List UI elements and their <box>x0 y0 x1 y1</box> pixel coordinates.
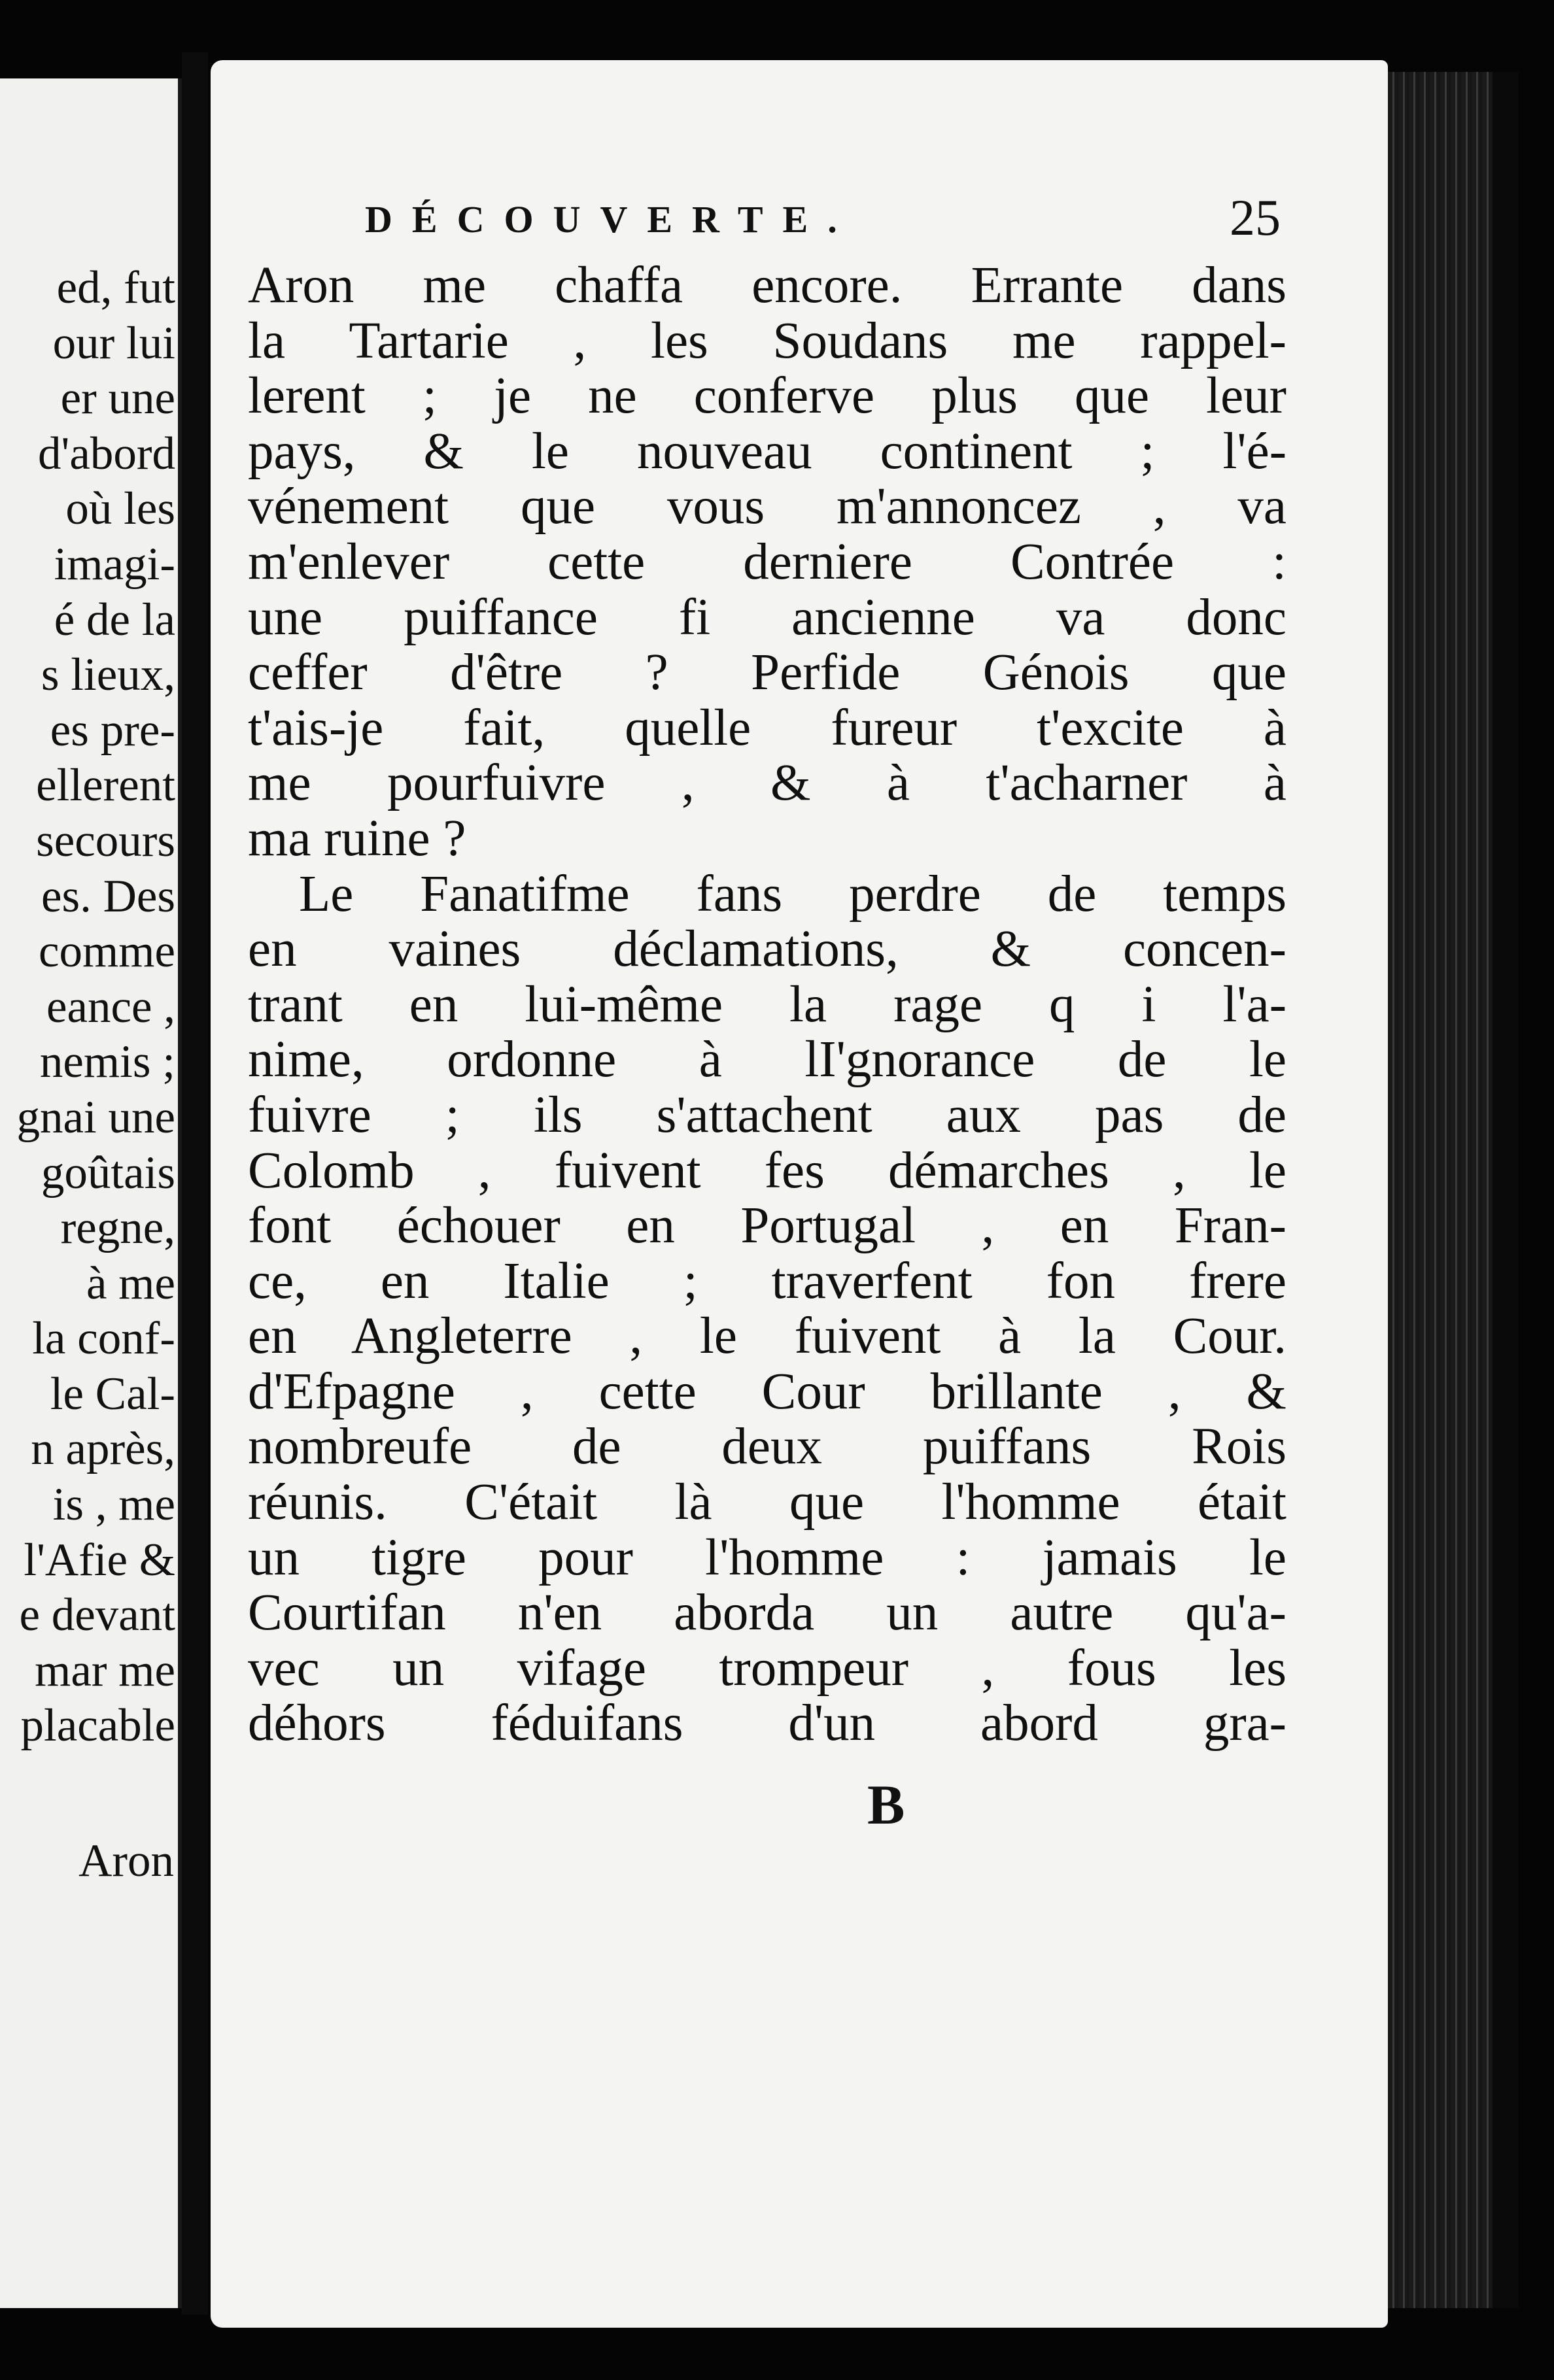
facing-page-line: ed, fut <box>56 262 175 313</box>
text-line: en vaines déclamations, & concen- <box>248 921 1286 978</box>
text-line: réunis. C'était là que l'homme était <box>248 1474 1286 1531</box>
facing-page-text <box>16 260 175 1754</box>
facing-page-line: à me <box>86 1257 175 1309</box>
text-line: t'ais-je fait, quelle fureur t'excite à <box>248 699 1286 756</box>
text-line: lerent ; je ne conferve plus que leur <box>248 367 1286 425</box>
facing-page-line: eance , <box>46 981 175 1032</box>
facing-page-line: la conf- <box>32 1313 175 1365</box>
text-line: Le Fanatifme fans perdre de temps <box>299 865 1286 923</box>
book-page <box>211 60 1388 2328</box>
book-gutter <box>182 52 208 2315</box>
text-line: d'Efpagne , cette Cour brillante , & <box>248 1363 1286 1420</box>
text-line: Colomb , fuivent fes démarches , le <box>248 1142 1286 1199</box>
facing-page-line: es. Des <box>41 870 175 922</box>
text-line: nime, ordonne à lI'gnorance de le <box>248 1031 1286 1089</box>
text-line: m'enlever cette derniere Contrée : <box>248 533 1286 590</box>
text-line: font échouer en Portugal , en Fran- <box>248 1197 1286 1255</box>
facing-page-line: ellerent <box>36 760 175 811</box>
text-line: vénement que vous m'annoncez , va <box>248 478 1286 536</box>
facing-page-line: comme <box>39 926 175 978</box>
text-line: vec un vifage trompeur , fous les <box>248 1639 1286 1697</box>
text-line: ma ruine ? <box>248 809 466 867</box>
text-line: pays, & le nouveau continent ; l'é- <box>248 422 1286 480</box>
text-line: ce, en Italie ; traverfent fon frere <box>248 1252 1286 1310</box>
page-edges <box>1388 72 1512 2308</box>
facing-page-line: s lieux, <box>41 649 175 701</box>
text-line: Aron me chaffa encore. Errante dans <box>248 257 1286 314</box>
running-head-title: DÉCOUVERTE. <box>365 198 857 241</box>
facing-page-line: regne, <box>60 1202 175 1254</box>
text-line: fuivre ; ils s'attachent aux pas de <box>248 1086 1286 1144</box>
text-line: me pourfuivre , & à t'acharner à <box>248 755 1286 812</box>
facing-page-line: gnai une <box>16 1091 175 1143</box>
facing-page-line: placable <box>20 1700 175 1752</box>
body-text <box>248 258 1286 1752</box>
facing-page-line: imagi- <box>54 538 175 590</box>
facing-page-line: d'abord <box>38 428 175 479</box>
facing-page-line: er une <box>60 373 175 424</box>
facing-page-line: secours <box>36 815 175 866</box>
facing-page-line: é de la <box>54 594 175 645</box>
text-line: déhors féduifans d'un abord gra- <box>248 1695 1286 1752</box>
facing-page-line: es pre- <box>50 704 175 756</box>
facing-page-line: is , me <box>52 1479 175 1531</box>
signature-mark: B <box>867 1773 905 1836</box>
facing-page-line: e devant <box>19 1590 175 1641</box>
facing-page-left <box>0 78 182 2308</box>
text-line: Courtifan n'en aborda un autre qu'a- <box>248 1584 1286 1642</box>
text-line: en Angleterre , le fuivent à la Cour. <box>248 1308 1286 1365</box>
text-line: la Tartarie , les Soudans me rappel- <box>248 312 1286 369</box>
facing-page-catchword: Aron <box>78 1835 174 1886</box>
text-line: ceffer d'être ? Perfide Génois que <box>248 644 1286 702</box>
facing-page-line: n après, <box>31 1423 175 1475</box>
facing-page-line: le Cal- <box>50 1368 175 1420</box>
text-line: nombreufe de deux puiffans Rois <box>248 1418 1286 1476</box>
text-line: un tigre pour l'homme : jamais le <box>248 1529 1286 1586</box>
page-number: 25 <box>1230 189 1281 246</box>
facing-page-line: our lui <box>52 317 175 369</box>
facing-page-line: mar me <box>35 1644 175 1696</box>
text-line: trant en lui-même la rage q i l'a- <box>248 976 1286 1033</box>
text-line: une puiffance fi ancienne va donc <box>248 588 1286 646</box>
facing-page-line: nemis ; <box>39 1036 175 1088</box>
facing-page-line: l'Afie & <box>24 1534 175 1586</box>
facing-page-line: goûtais <box>41 1147 175 1198</box>
facing-page-line: où les <box>65 483 175 535</box>
